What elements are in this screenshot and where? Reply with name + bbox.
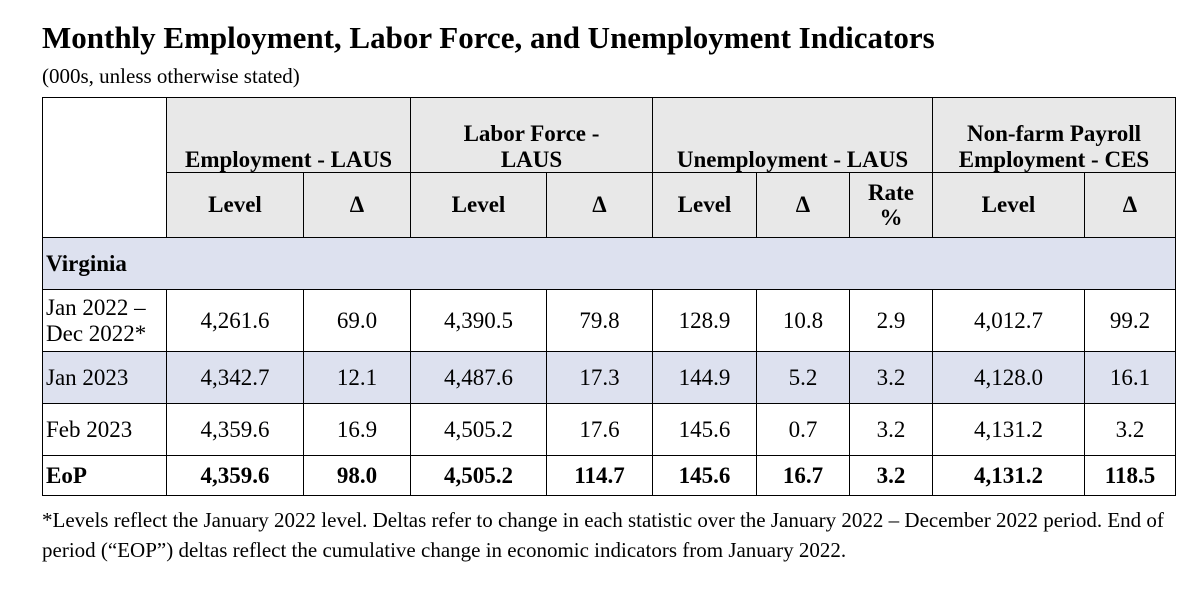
- labor-force-level-cell: 4,505.2: [411, 456, 547, 496]
- section-row: [43, 238, 1176, 290]
- indicators-table: [42, 97, 1176, 496]
- row-label: Jan 2023: [43, 352, 167, 404]
- unemployment-delta-cell: 16.7: [757, 456, 850, 496]
- corner-cell: [43, 98, 167, 238]
- sub-header-level: Level: [933, 173, 1085, 238]
- sub-header-delta: Δ: [547, 173, 653, 238]
- payroll-delta-cell: 99.2: [1085, 290, 1176, 352]
- row-label: Feb 2023: [43, 404, 167, 456]
- table-row: [43, 352, 1176, 404]
- employment-delta-cell: 69.0: [304, 290, 411, 352]
- labor-force-delta-cell: 79.8: [547, 290, 653, 352]
- section-label-virginia: Virginia: [43, 238, 1176, 290]
- unemployment-level-cell: 128.9: [653, 290, 757, 352]
- group-header-nonfarm-payroll-label: Non-farm Payroll Employment - CES: [958, 121, 1150, 172]
- labor-force-level-cell: 4,390.5: [411, 290, 547, 352]
- unemployment-delta-cell: 0.7: [757, 404, 850, 456]
- group-header-unemployment: Unemployment - LAUS: [653, 98, 933, 173]
- employment-delta-cell: 16.9: [304, 404, 411, 456]
- employment-level-cell: 4,342.7: [167, 352, 304, 404]
- labor-force-level-cell: 4,505.2: [411, 404, 547, 456]
- sub-header-rate-label: Rate %: [868, 179, 914, 230]
- sub-header-rate: [850, 173, 933, 238]
- group-header-row: [43, 98, 1176, 173]
- eop-row: [43, 456, 1176, 496]
- group-header-labor-force: [411, 98, 653, 173]
- payroll-level-cell: 4,131.2: [933, 404, 1085, 456]
- sub-header-delta: Δ: [757, 173, 850, 238]
- group-header-nonfarm-payroll: [933, 98, 1176, 173]
- group-header-employment: Employment - LAUS: [167, 98, 411, 173]
- labor-force-delta-cell: 114.7: [547, 456, 653, 496]
- labor-force-delta-cell: 17.3: [547, 352, 653, 404]
- employment-level-cell: 4,359.6: [167, 404, 304, 456]
- sub-header-delta: Δ: [1085, 173, 1176, 238]
- unemployment-delta-cell: 10.8: [757, 290, 850, 352]
- sub-header-level: Level: [167, 173, 304, 238]
- payroll-level-cell: 4,128.0: [933, 352, 1085, 404]
- unemployment-level-cell: 145.6: [653, 456, 757, 496]
- labor-force-level-cell: 4,487.6: [411, 352, 547, 404]
- page-title: Monthly Employment, Labor Force, and Unemployment Indicators: [42, 20, 935, 55]
- employment-level-cell: 4,359.6: [167, 456, 304, 496]
- unemployment-level-cell: 144.9: [653, 352, 757, 404]
- payroll-delta-cell: 118.5: [1085, 456, 1176, 496]
- sub-header-level: Level: [411, 173, 547, 238]
- group-header-labor-force-label: Labor Force - LAUS: [463, 121, 600, 172]
- unemployment-rate-cell: 3.2: [850, 456, 933, 496]
- payroll-delta-cell: 16.1: [1085, 352, 1176, 404]
- sub-header-level: Level: [653, 173, 757, 238]
- row-label: EoP: [43, 456, 167, 496]
- unemployment-rate-cell: 3.2: [850, 404, 933, 456]
- labor-force-delta-cell: 17.6: [547, 404, 653, 456]
- page-subtitle: (000s, unless otherwise stated): [42, 64, 300, 88]
- payroll-delta-cell: 3.2: [1085, 404, 1176, 456]
- footnote: *Levels reflect the January 2022 level. Deltas refer to change in each statistic over the January 2022 – December 2022 period. End of period (“EOP”) deltas reflect the cumulative change in economic indicators from January 2022.: [42, 508, 1164, 563]
- row-label: Jan 2022 – Dec 2022*: [43, 290, 167, 352]
- table-row: [43, 404, 1176, 456]
- payroll-level-cell: 4,012.7: [933, 290, 1085, 352]
- unemployment-delta-cell: 5.2: [757, 352, 850, 404]
- sub-header-delta: Δ: [304, 173, 411, 238]
- employment-level-cell: 4,261.6: [167, 290, 304, 352]
- payroll-level-cell: 4,131.2: [933, 456, 1085, 496]
- table-row: [43, 290, 1176, 352]
- sub-header-row: [43, 173, 1176, 238]
- unemployment-rate-cell: 2.9: [850, 290, 933, 352]
- employment-delta-cell: 98.0: [304, 456, 411, 496]
- employment-delta-cell: 12.1: [304, 352, 411, 404]
- unemployment-rate-cell: 3.2: [850, 352, 933, 404]
- unemployment-level-cell: 145.6: [653, 404, 757, 456]
